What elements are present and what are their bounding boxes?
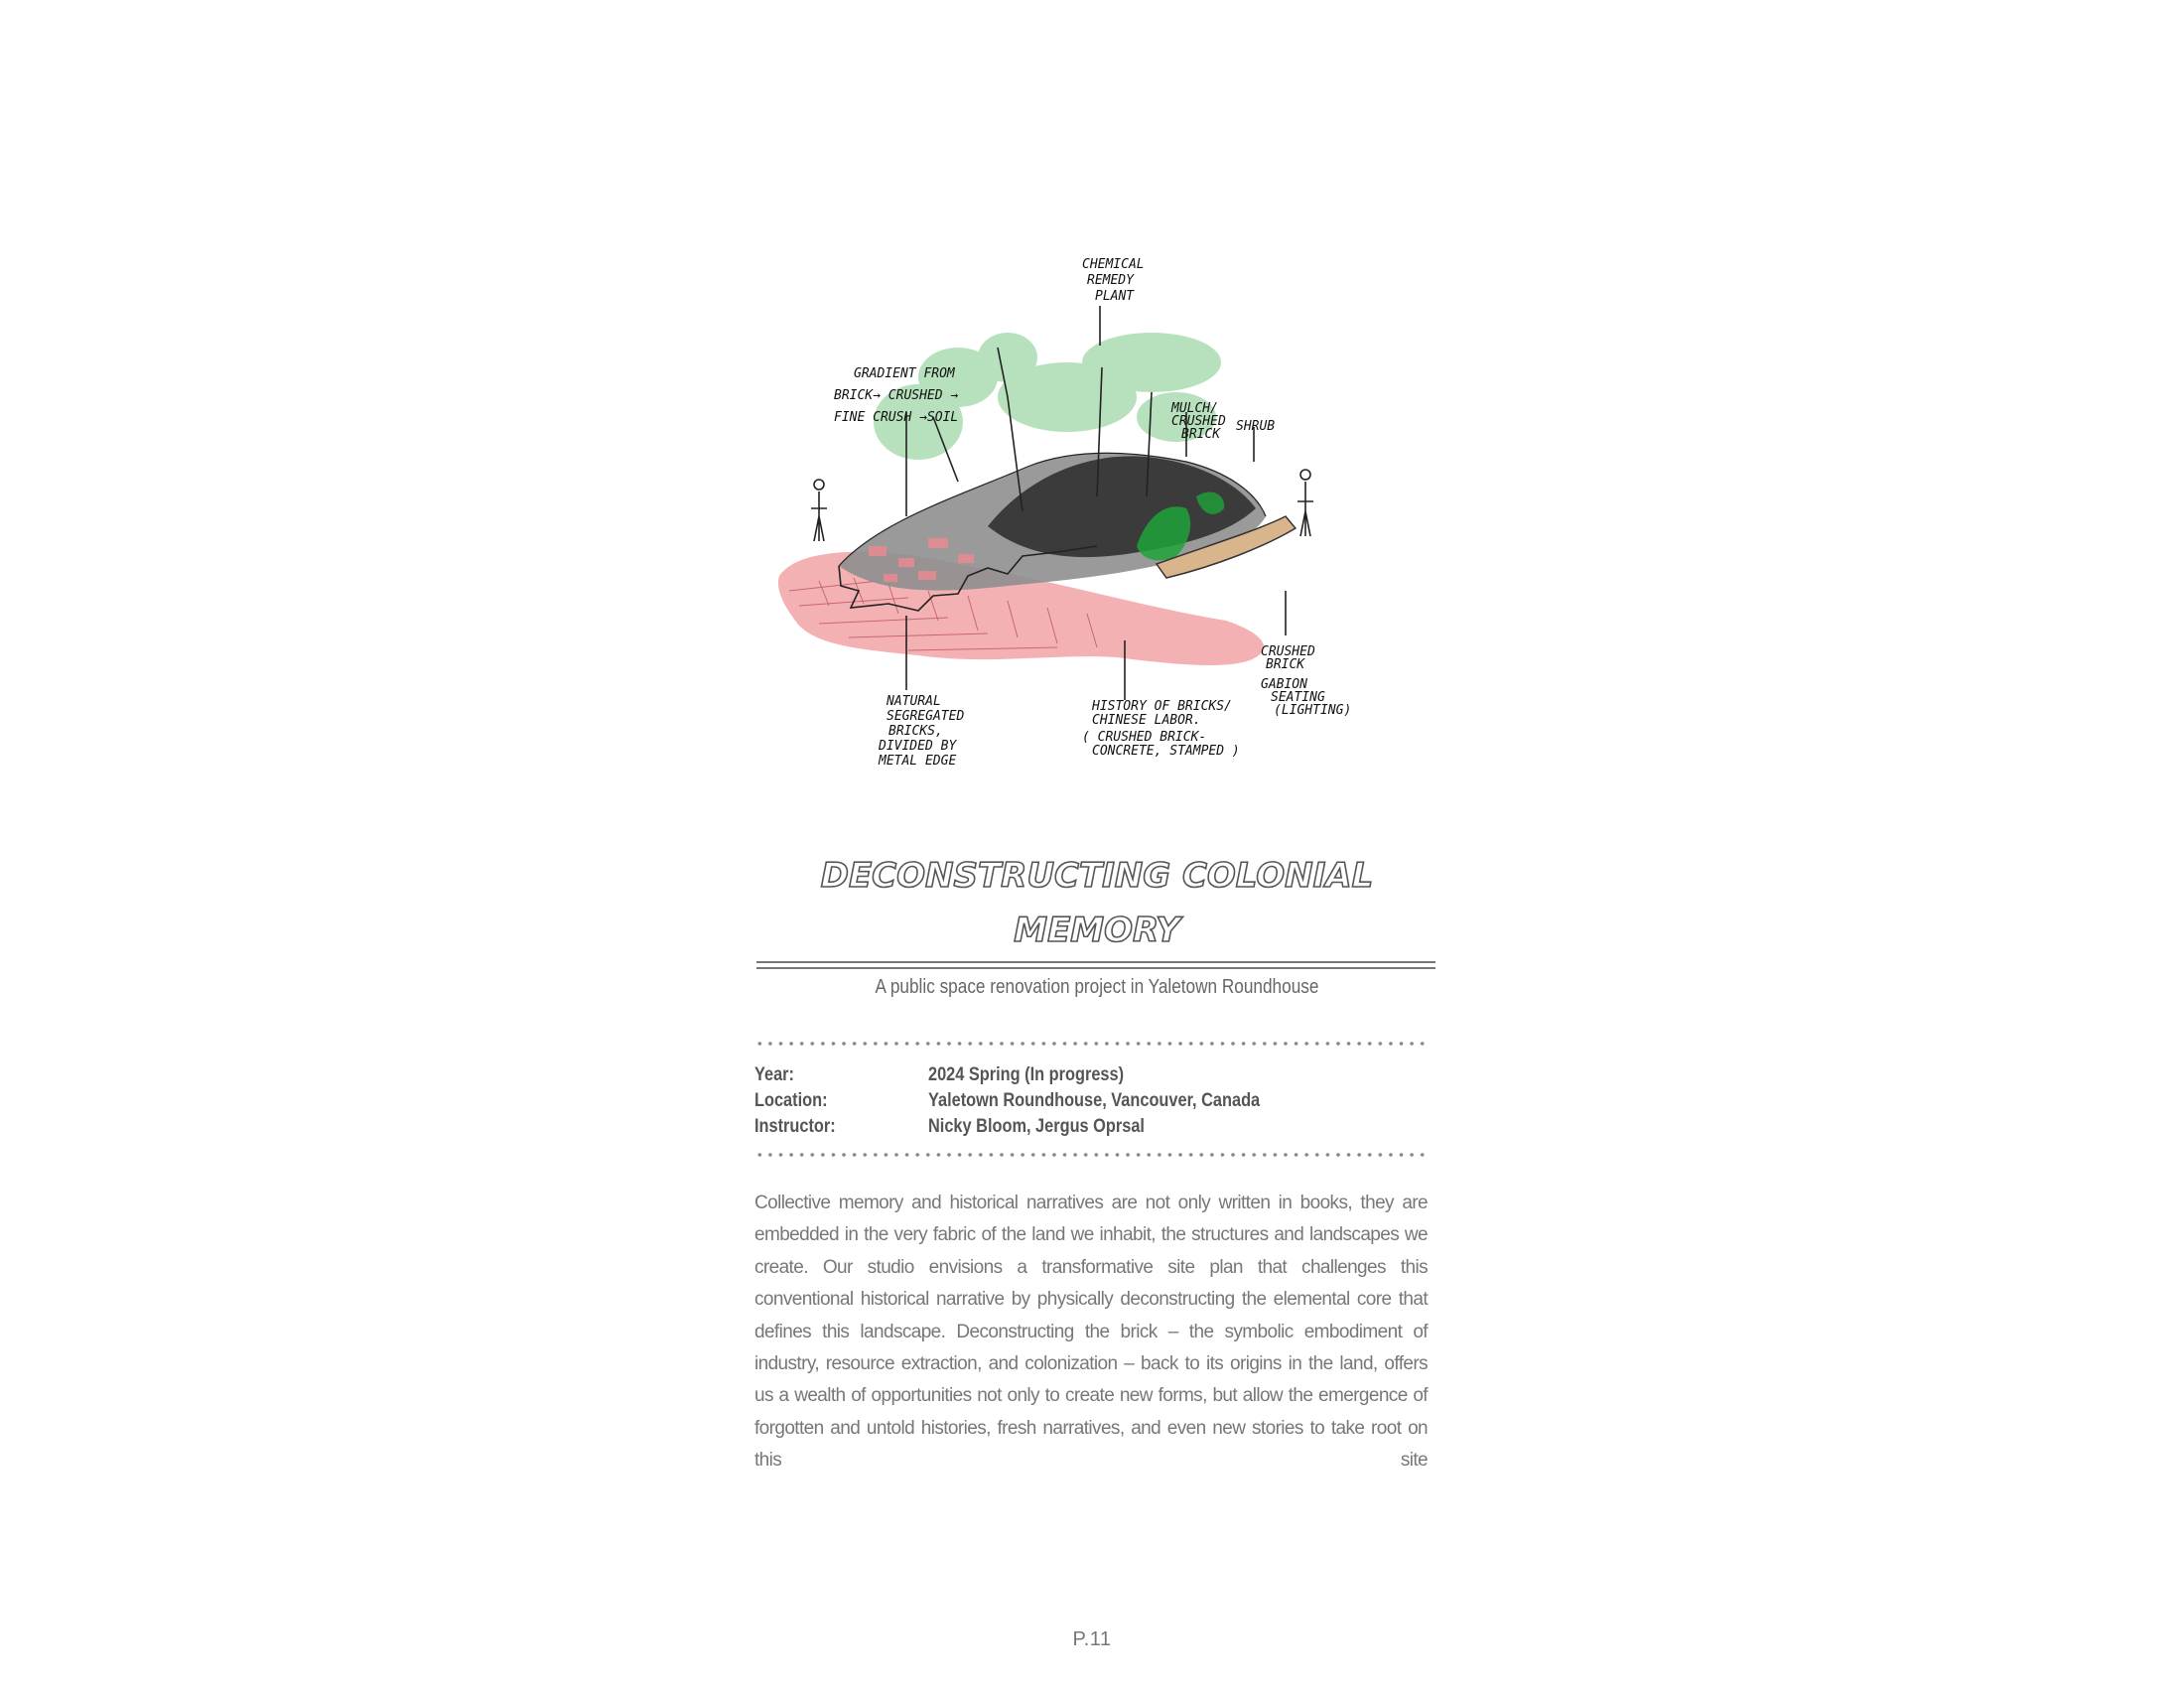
meta-row-year <box>754 1064 1449 1090</box>
page-title-line-2: MEMORY <box>1014 911 1180 950</box>
year-value: 2024 Spring (In progress) <box>928 1064 1125 1085</box>
svg-text:CONCRETE, STAMPED ): CONCRETE, STAMPED ) <box>1092 744 1240 759</box>
svg-text:(LIGHTING): (LIGHTING) <box>1274 703 1352 718</box>
svg-text:SEGREGATED: SEGREGATED <box>887 709 965 724</box>
svg-text:BRICK→ CRUSHED →: BRICK→ CRUSHED → <box>834 388 959 403</box>
svg-text:METAL EDGE: METAL EDGE <box>879 754 957 769</box>
svg-text:CRUSHED: CRUSHED <box>1261 644 1315 659</box>
svg-text:FINE CRUSH →SOIL: FINE CRUSH →SOIL <box>834 410 959 425</box>
meta-row-instructor <box>754 1116 1449 1142</box>
svg-text:BRICK: BRICK <box>1266 657 1305 672</box>
instructor-label: Instructor: <box>754 1116 836 1137</box>
svg-text:HISTORY OF BRICKS/: HISTORY OF BRICKS/ <box>1092 699 1232 714</box>
svg-text:DIVIDED BY: DIVIDED BY <box>879 739 957 754</box>
svg-text:CHEMICAL: CHEMICAL <box>1082 257 1145 272</box>
instructor-value: Nicky Bloom, Jergus Oprsal <box>928 1116 1145 1137</box>
dotted-divider-top <box>754 1042 1428 1046</box>
svg-text:SEATING: SEATING <box>1271 690 1325 705</box>
title-divider-top <box>756 961 1435 963</box>
svg-text:( CRUSHED BRICK-: ( CRUSHED BRICK- <box>1082 730 1207 745</box>
svg-text:GRADIENT FROM: GRADIENT FROM <box>854 366 955 381</box>
svg-text:BRICK: BRICK <box>1181 427 1221 442</box>
svg-text:GABION: GABION <box>1261 677 1307 692</box>
svg-text:PLANT: PLANT <box>1095 289 1135 304</box>
svg-text:CRUSHED: CRUSHED <box>1171 414 1226 429</box>
svg-text:MULCH/: MULCH/ <box>1171 401 1218 416</box>
meta-row-location <box>754 1090 1449 1116</box>
svg-text:NATURAL: NATURAL <box>887 694 941 709</box>
svg-text:REMEDY: REMEDY <box>1087 273 1134 288</box>
svg-text:BRICKS,: BRICKS, <box>888 724 943 739</box>
page-number: P.11 <box>1072 1628 1112 1650</box>
svg-text:SHRUB: SHRUB <box>1236 419 1276 434</box>
svg-text:CHINESE LABOR.: CHINESE LABOR. <box>1092 713 1201 728</box>
site-sketch-illustration <box>759 248 1434 814</box>
page-subtitle: A public space renovation project in Yaletown Roundhouse <box>875 976 1319 998</box>
title-divider-bottom <box>756 967 1435 969</box>
page-title-line-1: DECONSTRUCTING COLONIAL <box>820 856 1374 896</box>
dotted-divider-bottom <box>754 1153 1428 1157</box>
year-label: Year: <box>754 1064 794 1085</box>
location-value: Yaletown Roundhouse, Vancouver, Canada <box>928 1090 1261 1111</box>
project-description: Collective memory and historical narratives are not only written in books, they are embedded in the very fabric of the land we inhabit, the structures and landscapes we create. Our studio envisions a transformative site plan that challenges this conventional historical narrative by physically deconstructing the elemental core that defines this landscape. Deconstructing the brick – the symbolic embodiment of industry, resource extraction, and colonization – back to its origins in the land, offers us a wealth of opportunities not only to create new forms, but allow the emergence of forgotten and untold histories, fresh narratives, and even new stories to take root on this site <box>754 1193 1428 1472</box>
location-label: Location: <box>754 1090 828 1111</box>
